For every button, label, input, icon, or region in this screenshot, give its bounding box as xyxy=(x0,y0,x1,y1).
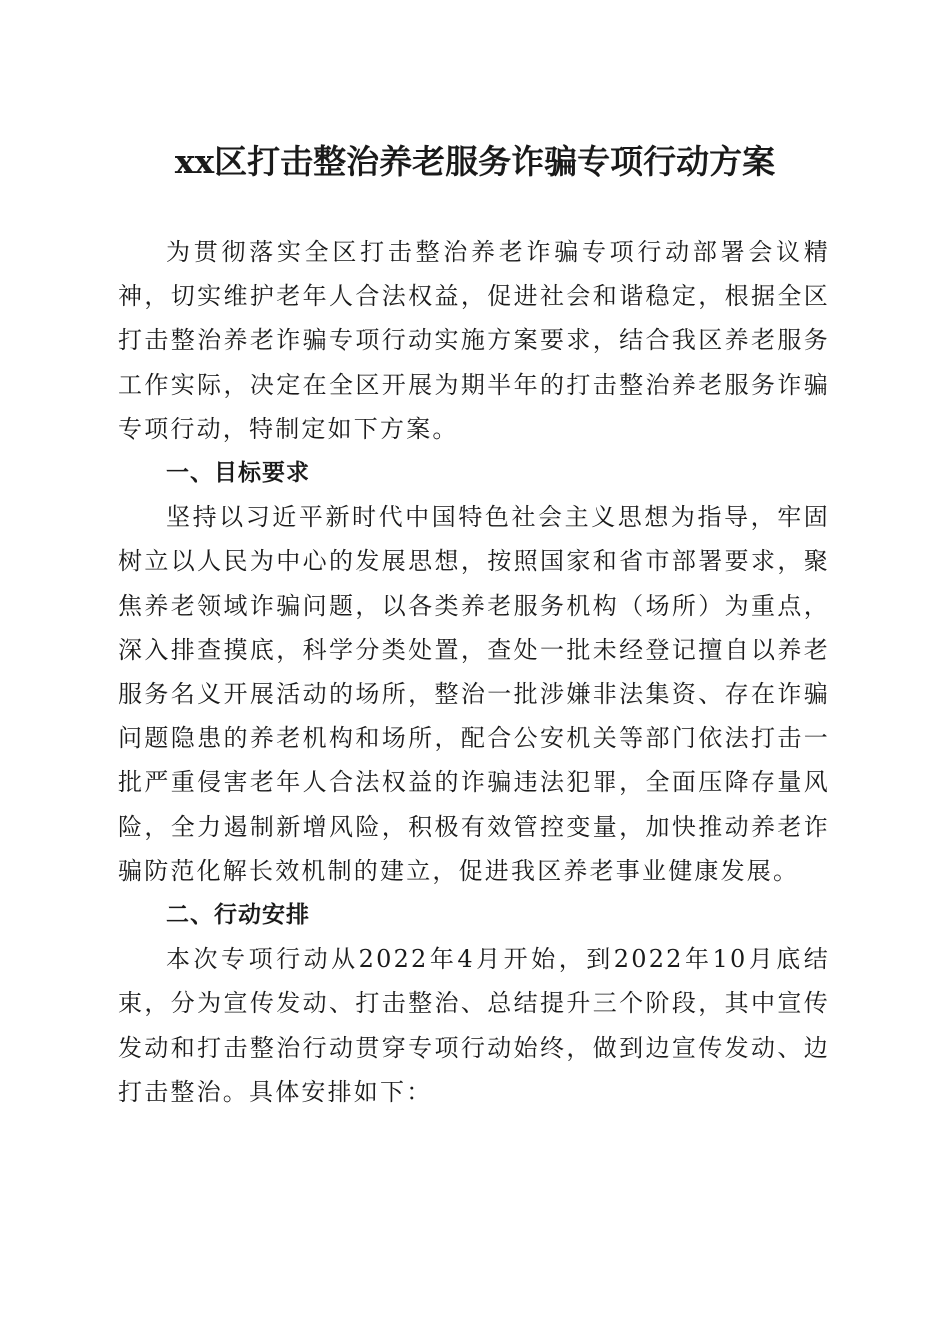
document-title: xx区打击整治养老服务诈骗专项行动方案 xyxy=(174,142,776,181)
document-body xyxy=(118,230,830,1114)
section-paragraph-goals: 坚持以习近平新时代中国特色社会主义思想为指导，牢固树立以人民为中心的发展思想，按照国家和省市部署要求，聚焦养老领域诈骗问题，以各类养老服务机构（场所）为重点，深入排查摸底，科学分类处置，查处一批未经登记擅自以养老服务名义开展活动的场所，整治一批涉嫌非法集资、存在诈骗问题隐患的养老机构和场所，配合公安机关等部门依法打击一批严重侵害老年人合法权益的诈骗违法犯罪，全面压降存量风险，全力遏制新增风险，积极有效管控变量，加快推动养老诈骗防范化解长效机制的建立，促进我区养老事业健康发展。 xyxy=(118,503,830,885)
section-heading-goals: 一、目标要求 xyxy=(166,460,310,487)
section-heading-arrangement: 二、行动安排 xyxy=(166,902,310,929)
section-paragraph-arrangement: 本次专项行动从2022年4月开始，到2022年10月底结束，分为宣传发动、打击整治、总结提升三个阶段，其中宣传发动和打击整治行动贯穿专项行动始终，做到边宣传发动、边打击整治。具体安排如下： xyxy=(118,945,830,1106)
intro-paragraph: 为贯彻落实全区打击整治养老诈骗专项行动部署会议精神，切实维护老年人合法权益，促进社会和谐稳定，根据全区打击整治养老诈骗专项行动实施方案要求，结合我区养老服务工作实际，决定在全区开展为期半年的打击整治养老服务诈骗专项行动，特制定如下方案。 xyxy=(118,238,830,443)
